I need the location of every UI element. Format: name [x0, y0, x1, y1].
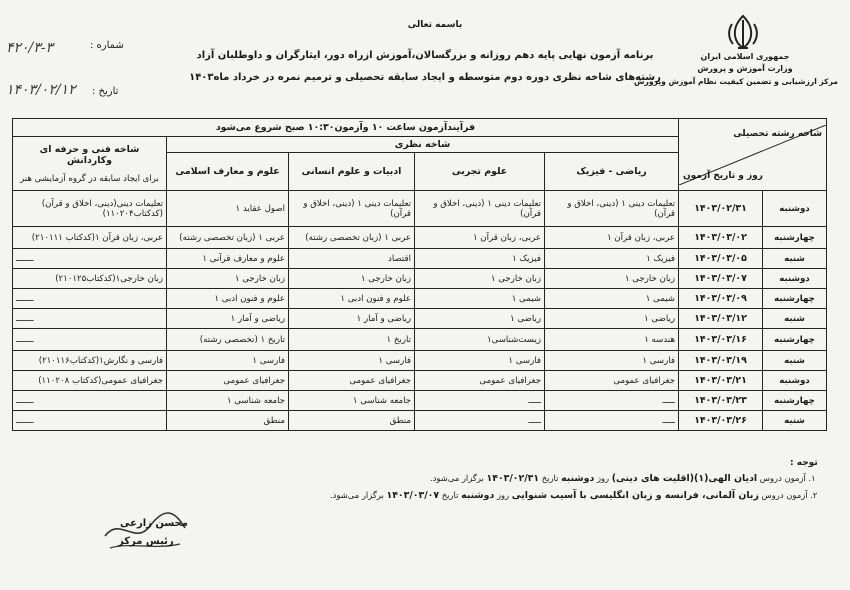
date-cell: ۱۴۰۳/۰۳/۰۷: [679, 269, 763, 289]
org-line-center: مرکز ارزشیابی و تضمین کیفیت نظام آموزش وپرورش: [633, 77, 838, 86]
org-line-ministry: وزارت آموزش و پرورش: [697, 64, 793, 73]
experimental-subject-cell: شیمی ۱: [415, 289, 545, 309]
note-1-mid2: تاریخ: [539, 473, 562, 483]
islamic-subject-cell: جامعه شناسی ۱: [167, 391, 289, 411]
day-cell: چهارشنبه: [763, 227, 827, 249]
table-row: [13, 309, 827, 329]
page-title-line2: رشته‌های شاخه نظری دوره دوم متوسطه و ایجاد سابقه تحصیلی و ترمیم نمره در خرداد ماه۱۴۰۳: [189, 72, 661, 83]
table-row: [13, 391, 827, 411]
day-cell: شنبه: [763, 351, 827, 371]
vocational-subject-cell: فارسی و نگارش۱(کدکتاب۲۱۰۱۱۶): [13, 351, 167, 371]
note-2-mid: روز: [494, 490, 512, 500]
math-subject-cell: جغرافیای عمومی: [545, 371, 679, 391]
column-header-experimental: علوم تجربی: [415, 153, 545, 191]
table-row: [13, 249, 827, 269]
literature-subject-cell: منطق: [289, 411, 415, 431]
math-subject-cell: ـــــ: [545, 391, 679, 411]
day-cell: چهارشنبه: [763, 289, 827, 309]
table-row: [13, 411, 827, 431]
date-cell: ۱۴۰۳/۰۳/۱۶: [679, 329, 763, 351]
islamic-subject-cell: زبان خارجی ۱: [167, 269, 289, 289]
date-cell: ۱۴۰۳/۰۳/۰۵: [679, 249, 763, 269]
table-body: [13, 191, 827, 431]
day-cell: شنبه: [763, 249, 827, 269]
experimental-subject-cell: زیست‌شناسی۱: [415, 329, 545, 351]
islamic-subject-cell: علوم و معارف قرآنی ۱: [167, 249, 289, 269]
note-2-date: ۱۴۰۳/۰۳/۰۷: [386, 490, 440, 501]
experimental-subject-cell: زبان خارجی ۱: [415, 269, 545, 289]
islamic-subject-cell: تاریخ ۱ (تخصصی رشته): [167, 329, 289, 351]
column-header-islamic: علوم و معارف اسلامی: [167, 153, 289, 191]
experimental-subject-cell: عربی، زبان قرآن ۱: [415, 227, 545, 249]
exam-schedule-table: [12, 118, 827, 431]
vocational-subject-cell: ـــــــ: [13, 289, 167, 309]
vocational-subject-cell: جغرافیای عمومی(کدکتاب ۱۱۰۲۰۸): [13, 371, 167, 391]
literature-subject-cell: جامعه شناسی ۱: [289, 391, 415, 411]
literature-subject-cell: علوم و فنون ادبی ۱: [289, 289, 415, 309]
date-cell: ۱۴۰۳/۰۳/۲۱: [679, 371, 763, 391]
math-subject-cell: هندسه ۱: [545, 329, 679, 351]
literature-subject-cell: عربی ۱ (زبان تخصصی رشته): [289, 227, 415, 249]
date-label: تاریخ :: [92, 86, 119, 97]
day-cell: دوشنبه: [763, 269, 827, 289]
vocational-branch-title: شاخه فنی و حرفه ای وکاردانش: [39, 143, 140, 166]
day-cell: چهارشنبه: [763, 329, 827, 351]
signature-title: رئیس مرکز: [118, 536, 174, 547]
note-2-day: دوشنبه: [461, 490, 495, 501]
signature-name: محسن زارعی: [120, 518, 188, 529]
experimental-subject-cell: ـــــ: [415, 411, 545, 431]
day-cell: شنبه: [763, 309, 827, 329]
experimental-subject-cell: تعلیمات دینی ۱ (دینی، اخلاق و قرآن): [415, 191, 545, 227]
literature-subject-cell: تاریخ ۱: [289, 329, 415, 351]
note-2-number: ۲.: [810, 490, 818, 500]
vocational-subject-cell: تعلیمات دینی(دینی، اخلاق و قرآن)(کدکتاب۱۱۰۲۰۴): [13, 191, 167, 227]
note-1-day: دوشنبه: [561, 473, 595, 484]
corner-branch-label: شاخه رشته تحصیلی: [733, 128, 822, 139]
math-subject-cell: ـــــ: [545, 411, 679, 431]
table-row: [13, 329, 827, 351]
number-label: شماره :: [90, 40, 124, 51]
note-1-subject: ادیان الهی(۱)(اقلیت های دینی): [611, 473, 758, 484]
date-value: ۱۴۰۳/۰۲/۱۲: [6, 82, 76, 98]
column-header-math: ریاضی - فیزیک: [545, 153, 679, 191]
math-subject-cell: فارسی ۱: [545, 351, 679, 371]
experimental-subject-cell: جغرافیای عمومی: [415, 371, 545, 391]
islamic-subject-cell: اصول عقاید ۱: [167, 191, 289, 227]
corner-header-cell: [679, 119, 827, 191]
iran-emblem-icon: [724, 12, 762, 52]
vocational-subject-cell: زبان خارجی۱(کدکتاب۲۱۰۱۲۵): [13, 269, 167, 289]
notes-title: توجه :: [790, 458, 818, 468]
math-subject-cell: ریاضی ۱: [545, 309, 679, 329]
number-value: ۴۲۰/۳-۳: [6, 40, 54, 56]
literature-subject-cell: جغرافیای عمومی: [289, 371, 415, 391]
vocational-subject-cell: ـــــــ: [13, 391, 167, 411]
math-subject-cell: عربی، زبان قرآن ۱: [545, 227, 679, 249]
islamic-subject-cell: ریاضی و آمار ۱: [167, 309, 289, 329]
vocational-subject-cell: ـــــــ: [13, 309, 167, 329]
date-cell: ۱۴۰۳/۰۳/۰۲: [679, 227, 763, 249]
table-row: [13, 191, 827, 227]
date-cell: ۱۴۰۳/۰۳/۲۶: [679, 411, 763, 431]
note-2: [330, 490, 817, 501]
math-subject-cell: زبان خارجی ۱: [545, 269, 679, 289]
experimental-subject-cell: ـــــ: [415, 391, 545, 411]
literature-subject-cell: زبان خارجی ۱: [289, 269, 415, 289]
day-cell: دوشنبه: [763, 191, 827, 227]
math-subject-cell: شیمی ۱: [545, 289, 679, 309]
note-1-number: ۱.: [808, 473, 816, 483]
table-row: [13, 351, 827, 371]
vocational-branch-sub: برای ایجاد سابقه در گروه آزمایشی هنر: [20, 173, 159, 184]
islamic-subject-cell: منطق: [167, 411, 289, 431]
math-subject-cell: فیزیک ۱: [545, 249, 679, 269]
literature-subject-cell: ریاضی و آمار ۱: [289, 309, 415, 329]
experimental-subject-cell: ریاضی ۱: [415, 309, 545, 329]
islamic-subject-cell: عربی ۱ (زبان تخصصی رشته): [167, 227, 289, 249]
day-cell: چهارشنبه: [763, 391, 827, 411]
org-line-country: جمهوری اسلامی ایران: [700, 52, 790, 61]
day-cell: شنبه: [763, 411, 827, 431]
vocational-subject-cell: ـــــــ: [13, 411, 167, 431]
note-1-date: ۱۴۰۳/۰۲/۳۱: [486, 473, 540, 484]
theory-branch-header: شاخه نظری: [167, 137, 679, 153]
note-2-mid2: تاریخ: [439, 490, 462, 500]
date-cell: ۱۴۰۳/۰۳/۰۹: [679, 289, 763, 309]
note-1: [430, 473, 816, 484]
literature-subject-cell: اقتصاد: [289, 249, 415, 269]
column-header-literature: ادبیات و علوم انسانی: [289, 153, 415, 191]
experimental-subject-cell: فیزیک ۱: [415, 249, 545, 269]
page-title-line1: برنامه آزمون نهایی پایه دهم روزانه و بزرگسالان،آموزش ازراه دور، ایثارگران و داوطلبان آزاد: [196, 50, 654, 61]
note-1-post: برگزار می‌شود.: [430, 473, 487, 483]
note-2-subject: زبان آلمانی، فرانسه و زبان انگلیسی با آسیب شنوایی: [511, 490, 759, 501]
vocational-branch-header: [13, 137, 167, 191]
note-1-pre: آزمون دروس: [757, 473, 809, 483]
note-1-mid: روز: [594, 473, 612, 483]
date-cell: ۱۴۰۳/۰۳/۱۹: [679, 351, 763, 371]
process-header: فرآیندآزمون ساعت ۱۰ وآزمون۱۰:۳۰ صبح شروع می‌شود: [13, 119, 679, 137]
table-row: [13, 269, 827, 289]
experimental-subject-cell: فارسی ۱: [415, 351, 545, 371]
besmeh: باسمه تعالی: [407, 20, 463, 30]
math-subject-cell: تعلیمات دینی ۱ (دینی، اخلاق و قرآن): [545, 191, 679, 227]
vocational-subject-cell: ـــــــ: [13, 329, 167, 351]
day-cell: دوشنبه: [763, 371, 827, 391]
signature-scribble: [100, 506, 190, 556]
note-2-post: برگزار می‌شود.: [330, 490, 387, 500]
islamic-subject-cell: جغرافیای عمومی: [167, 371, 289, 391]
table-row: [13, 371, 827, 391]
literature-subject-cell: تعلیمات دینی ۱ (دینی، اخلاق و قرآن): [289, 191, 415, 227]
note-2-pre: آزمون دروس: [758, 490, 811, 500]
vocational-subject-cell: ـــــــ: [13, 249, 167, 269]
vocational-subject-cell: عربی، زبان قرآن ۱(کدکتاب ۲۱۰۱۱۱): [13, 227, 167, 249]
date-cell: ۱۴۰۳/۰۳/۲۳: [679, 391, 763, 411]
literature-subject-cell: فارسی ۱: [289, 351, 415, 371]
islamic-subject-cell: فارسی ۱: [167, 351, 289, 371]
table-row: [13, 227, 827, 249]
date-cell: ۱۴۰۳/۰۳/۱۲: [679, 309, 763, 329]
table-row: [13, 289, 827, 309]
date-cell: ۱۴۰۳/۰۲/۳۱: [679, 191, 763, 227]
islamic-subject-cell: علوم و فنون ادبی ۱: [167, 289, 289, 309]
corner-date-label: روز و تاریخ آزمون: [683, 170, 763, 181]
